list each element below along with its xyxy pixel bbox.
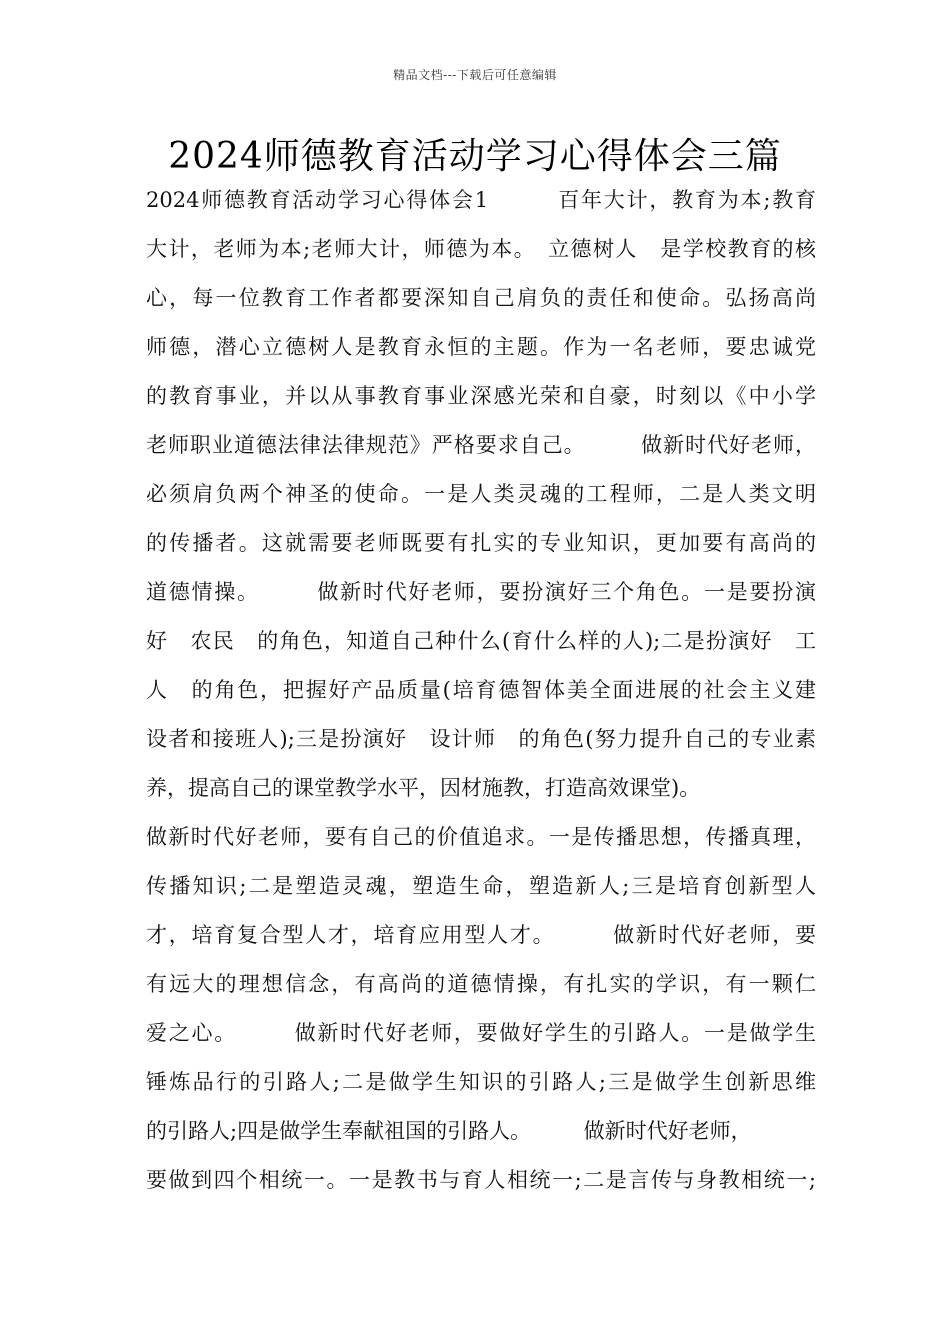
- body-line: 好 农民 的角色，知道自己种什么(育什么样的人);二是扮演好 工: [146, 629, 816, 653]
- body-line: 心，每一位教育工作者都要深知自己肩负的责任和使命。弘扬高尚: [146, 286, 816, 310]
- body-line: 有远大的理想信念，有高尚的道德情操，有扎实的学识，有一颗仁: [146, 972, 816, 996]
- body-line: 的传播者。这就需要老师既要有扎实的专业知识，更加要有高尚的: [146, 531, 816, 555]
- body-line: 老师职业道德法律法律规范》严格要求自己。 做新时代好老师，: [146, 433, 816, 457]
- header-note: 精品文档---下载后可任意编辑: [393, 68, 557, 82]
- document-body: [146, 184, 816, 1213]
- body-line: 养，提高自己的课堂教学水平，因材施教，打造高效课堂)。: [146, 776, 701, 800]
- body-line: 必须肩负两个神圣的使命。一是人类灵魂的工程师，二是人类文明: [146, 482, 816, 506]
- body-line: 做新时代好老师，要有自己的价值追求。一是传播思想，传播真理，: [146, 825, 816, 849]
- body-line: 人 的角色，把握好产品质量(培育德智体美全面进展的社会主义建: [146, 678, 816, 702]
- body-line: 道德情操。 做新时代好老师，要扮演好三个角色。一是要扮演: [146, 580, 816, 604]
- body-line: 的引路人;四是做学生奉献祖国的引路人。 做新时代好老师，: [146, 1119, 752, 1143]
- body-line: 师德，潜心立德树人是教育永恒的主题。作为一名老师，要忠诚党: [146, 335, 816, 359]
- body-line: 才，培育复合型人才，培育应用型人才。 做新时代好老师，要: [146, 923, 816, 947]
- body-line: 爱之心。 做新时代好老师，要做好学生的引路人。一是做学生: [146, 1021, 816, 1045]
- body-line: 传播知识;二是塑造灵魂，塑造生命，塑造新人;三是培育创新型人: [146, 874, 816, 898]
- body-line: 锤炼品行的引路人;二是做学生知识的引路人;三是做学生创新思维: [146, 1070, 816, 1094]
- body-line: 要做到四个相统一。一是教书与育人相统一;二是言传与身教相统一;: [146, 1168, 816, 1192]
- body-line: 大计，老师为本;老师大计，师德为本。 立德树人 是学校教育的核: [146, 237, 816, 261]
- body-line: 2024师德教育活动学习心得体会1 百年大计，教育为本;教育: [146, 188, 816, 212]
- document-title: 2024师德教育活动学习心得体会三篇: [168, 136, 782, 177]
- body-line: 的教育事业，并以从事教育事业深感光荣和自豪，时刻以《中小学: [146, 384, 816, 408]
- body-line: 设者和接班人);三是扮演好 设计师 的角色(努力提升自己的专业素: [146, 727, 816, 751]
